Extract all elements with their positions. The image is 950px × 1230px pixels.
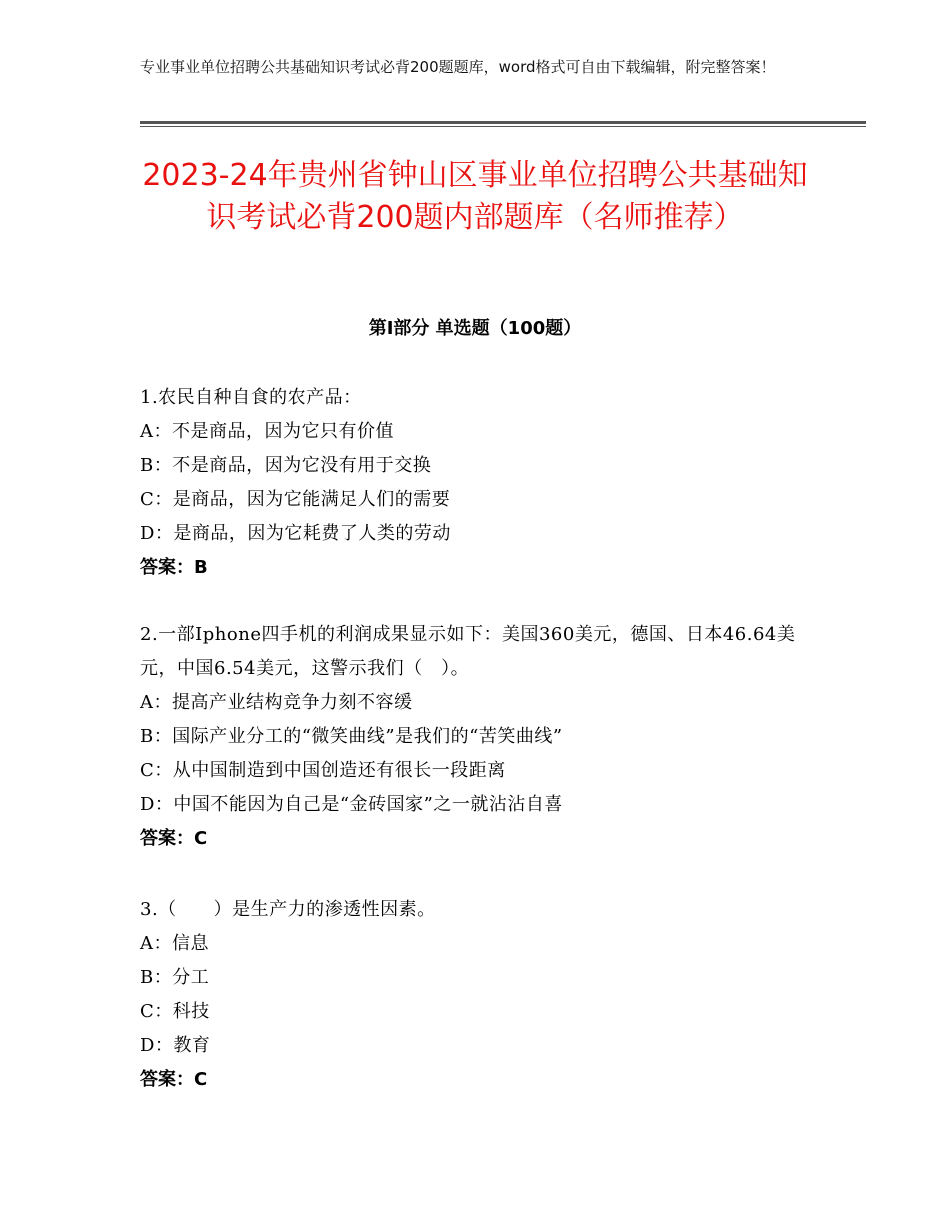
- option-b: B：分工: [140, 967, 210, 988]
- option-d: D：是商品，因为它耗费了人类的劳动: [140, 523, 451, 544]
- option-b: B：不是商品，因为它没有用于交换: [140, 455, 432, 476]
- question-2: [140, 618, 810, 856]
- header-divider-thick: [140, 121, 866, 124]
- header-divider-thin: [140, 126, 866, 127]
- option-c: C：从中国制造到中国创造还有很长一段距离: [140, 760, 506, 781]
- question-3: [140, 893, 810, 1097]
- question-1: [140, 381, 810, 585]
- document-title: 2023-24年贵州省钟山区事业单位招聘公共基础知识考试必背200题内部题库（名师推荐）: [142, 158, 808, 235]
- header-note: 专业事业单位招聘公共基础知识考试必背200题题库，word格式可自由下载编辑，附完整答案！: [140, 58, 776, 76]
- answer: 答案：C: [140, 828, 208, 849]
- option-a: A：提高产业结构竞争力刻不容缓: [140, 692, 413, 713]
- option-a: A：信息: [140, 933, 209, 954]
- option-c: C：是商品，因为它能满足人们的需要: [140, 489, 451, 510]
- option-b: B：国际产业分工的“微笑曲线”是我们的“苦笑曲线”: [140, 726, 563, 747]
- section-title: 第Ⅰ部分 单选题（100题）: [368, 318, 582, 339]
- question-stem: 2.一部Iphone四手机的利润成果显示如下：美国360美元，德国、日本46.64美元，中国6.54美元，这警示我们（ ）。: [140, 624, 796, 679]
- question-stem: 1.农民自种自食的农产品：: [140, 387, 362, 408]
- option-d: D：中国不能因为自己是“金砖国家”之一就沾沾自喜: [140, 794, 563, 815]
- question-stem: 3.（ ）是生产力的渗透性因素。: [140, 899, 436, 920]
- answer: 答案：B: [140, 557, 208, 578]
- option-d: D：教育: [140, 1035, 211, 1056]
- answer: 答案：C: [140, 1069, 208, 1090]
- option-a: A：不是商品，因为它只有价值: [140, 421, 394, 442]
- option-c: C：科技: [140, 1001, 210, 1022]
